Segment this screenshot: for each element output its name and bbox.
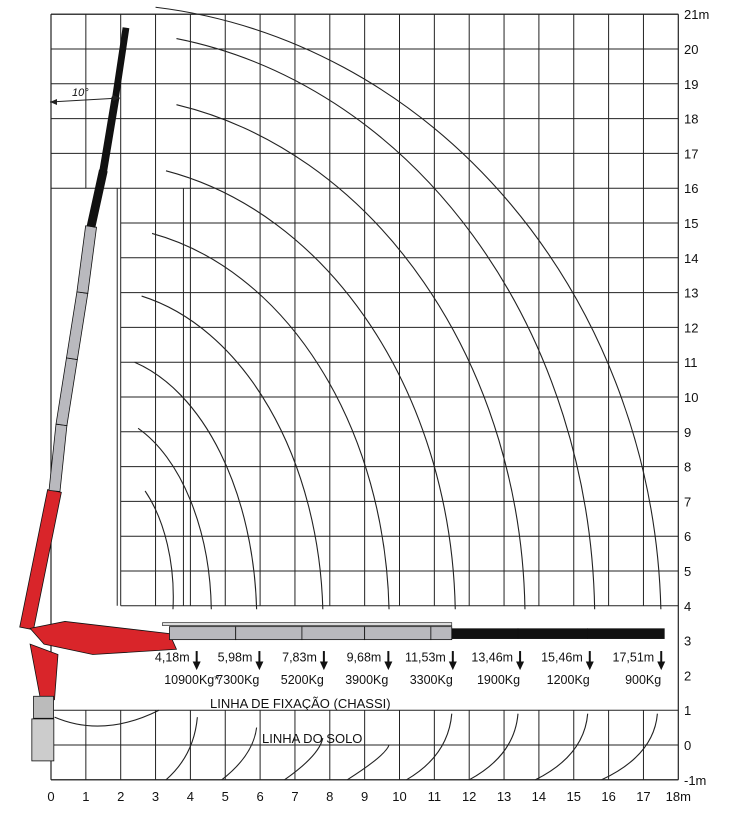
- x-tick-label: 11: [427, 789, 442, 804]
- y-tick-label: 20: [684, 42, 699, 57]
- ground-reach-arc: [469, 714, 518, 780]
- reach-arc: [176, 105, 525, 610]
- x-tick-label: 13: [496, 789, 512, 804]
- grid: [51, 14, 678, 780]
- x-tick-label: 5: [221, 789, 229, 804]
- down-arrow-icon: [193, 661, 201, 670]
- chassis-line-label: LINHA DE FIXAÇÃO (CHASSI): [210, 696, 391, 711]
- x-tick-label: 1: [82, 789, 90, 804]
- y-tick-label: 7: [684, 494, 692, 510]
- angle-label: 10°: [72, 87, 89, 99]
- reach-arc: [176, 39, 594, 610]
- y-tick-label: 9: [684, 424, 692, 440]
- ground-reach-arc: [602, 714, 658, 780]
- x-tick-label: 8: [326, 789, 334, 804]
- x-tick-label: 2: [117, 789, 125, 804]
- y-tick-label: 17: [684, 146, 699, 162]
- y-tick-label: 4: [684, 598, 692, 614]
- down-arrow-icon: [449, 661, 457, 670]
- y-tick-label: 15: [684, 216, 699, 231]
- column-body: [34, 696, 54, 718]
- load-label: 1200Kg: [546, 673, 590, 688]
- column-red: [30, 644, 58, 700]
- boom-section-grey: [431, 627, 452, 640]
- y-tick-label: 10: [684, 390, 699, 405]
- load-label: 7300Kg: [216, 673, 260, 688]
- x-tick-label: 10: [392, 789, 407, 804]
- y-tick-label: 13: [684, 285, 699, 301]
- boom-section-black: [518, 629, 588, 639]
- reach-arc: [166, 171, 455, 609]
- x-tick-labels: [47, 789, 691, 804]
- ground-reach-arc: [222, 728, 257, 780]
- ground-reach-arc: [535, 714, 587, 780]
- load-label: 3300Kg: [409, 673, 453, 688]
- x-tick-label: 3: [151, 789, 160, 804]
- down-arrow-icon: [320, 661, 328, 670]
- down-arrow-icon: [255, 661, 263, 670]
- reach-arc: [142, 296, 323, 609]
- y-tick-label: 11: [684, 355, 698, 371]
- load-label: 3900Kg: [345, 673, 389, 688]
- x-tick-label: 17: [636, 789, 651, 804]
- boom-section-black: [87, 170, 107, 227]
- y-tick-label: 0: [684, 738, 692, 753]
- reach-arc: [156, 7, 661, 609]
- load-label: 900Kg: [625, 673, 662, 688]
- boom-section-grey: [66, 292, 87, 360]
- reach-label: 11,53m: [405, 650, 446, 665]
- y-tick-label: -1m: [684, 772, 707, 788]
- boom-section-black: [100, 97, 119, 171]
- boom-section-grey: [365, 627, 431, 640]
- reach-label: 7,83m: [282, 650, 317, 665]
- y-tick-label: 14: [684, 250, 699, 266]
- x-tick-label: 15: [566, 789, 581, 804]
- y-tick-label: 19: [684, 76, 699, 92]
- column-base: [32, 719, 54, 761]
- x-tick-label: 9: [361, 789, 369, 804]
- reach-label: 4,18m: [154, 650, 190, 665]
- boom-section-grey: [77, 226, 97, 294]
- down-arrow-icon: [384, 661, 392, 670]
- reach-arc: [145, 491, 173, 609]
- x-tick-label: 6: [256, 789, 264, 804]
- reach-label: 13,46m: [471, 650, 514, 665]
- x-tick-label: 4: [186, 789, 195, 804]
- angle-annotation: [50, 87, 120, 105]
- reach-label: 17,51m: [612, 650, 655, 665]
- down-arrow-icon: [657, 661, 665, 670]
- ground-line-label: LINHA DO SOLO: [262, 731, 363, 746]
- x-tick-label: 12: [461, 789, 477, 804]
- reach-arc: [135, 362, 257, 609]
- y-tick-label: 2: [684, 668, 692, 684]
- x-tick-label: 0: [47, 789, 55, 804]
- boom-top-plate: [163, 623, 452, 626]
- ground-reach-arc: [166, 717, 197, 780]
- load-label: 1900Kg: [476, 673, 521, 688]
- boom-section-grey: [302, 627, 365, 640]
- down-arrow-icon: [586, 661, 594, 670]
- y-tick-label: 3: [684, 633, 692, 649]
- reach-arc: [152, 233, 389, 609]
- x-tick-label: 14: [531, 789, 547, 804]
- down-arrow-icon: [516, 661, 524, 670]
- y-tick-label: 6: [684, 529, 692, 545]
- y-tick-label: 12: [684, 320, 699, 336]
- ground-reach-arc: [347, 745, 389, 780]
- ground-reach-arc: [406, 714, 451, 780]
- reach-label: 15,46m: [541, 650, 583, 665]
- y-tick-label: 16: [684, 181, 699, 197]
- load-label: 10900Kg*: [164, 673, 220, 688]
- y-tick-label: 8: [684, 459, 692, 475]
- boom-section-grey: [49, 424, 67, 491]
- y-tick-label: 1: [684, 703, 692, 719]
- boom-section-grey: [56, 358, 77, 426]
- load-labels: [155, 650, 661, 687]
- boom-section-red: [20, 490, 62, 630]
- x-tick-label: 7: [291, 789, 299, 804]
- boom-section-black: [588, 629, 665, 639]
- y-tick-label: 5: [684, 564, 692, 579]
- x-tick-label: 18m: [665, 789, 691, 804]
- crane-column: [30, 644, 58, 761]
- boom-section-grey: [236, 627, 302, 640]
- x-tick-label: 16: [601, 789, 616, 804]
- vertical-boom: [20, 28, 129, 630]
- reach-label: 9,68m: [346, 650, 382, 665]
- y-tick-labels: [684, 7, 709, 788]
- y-tick-label: 18: [684, 111, 699, 127]
- boom-section-grey: [169, 627, 235, 640]
- load-label: 5200Kg: [280, 673, 324, 688]
- boom-section-black: [452, 629, 518, 639]
- ground-reach-arc: [54, 710, 159, 726]
- reach-label: 5,98m: [217, 650, 253, 665]
- y-tick-label: 21m: [684, 7, 710, 23]
- reach-arc: [138, 428, 211, 609]
